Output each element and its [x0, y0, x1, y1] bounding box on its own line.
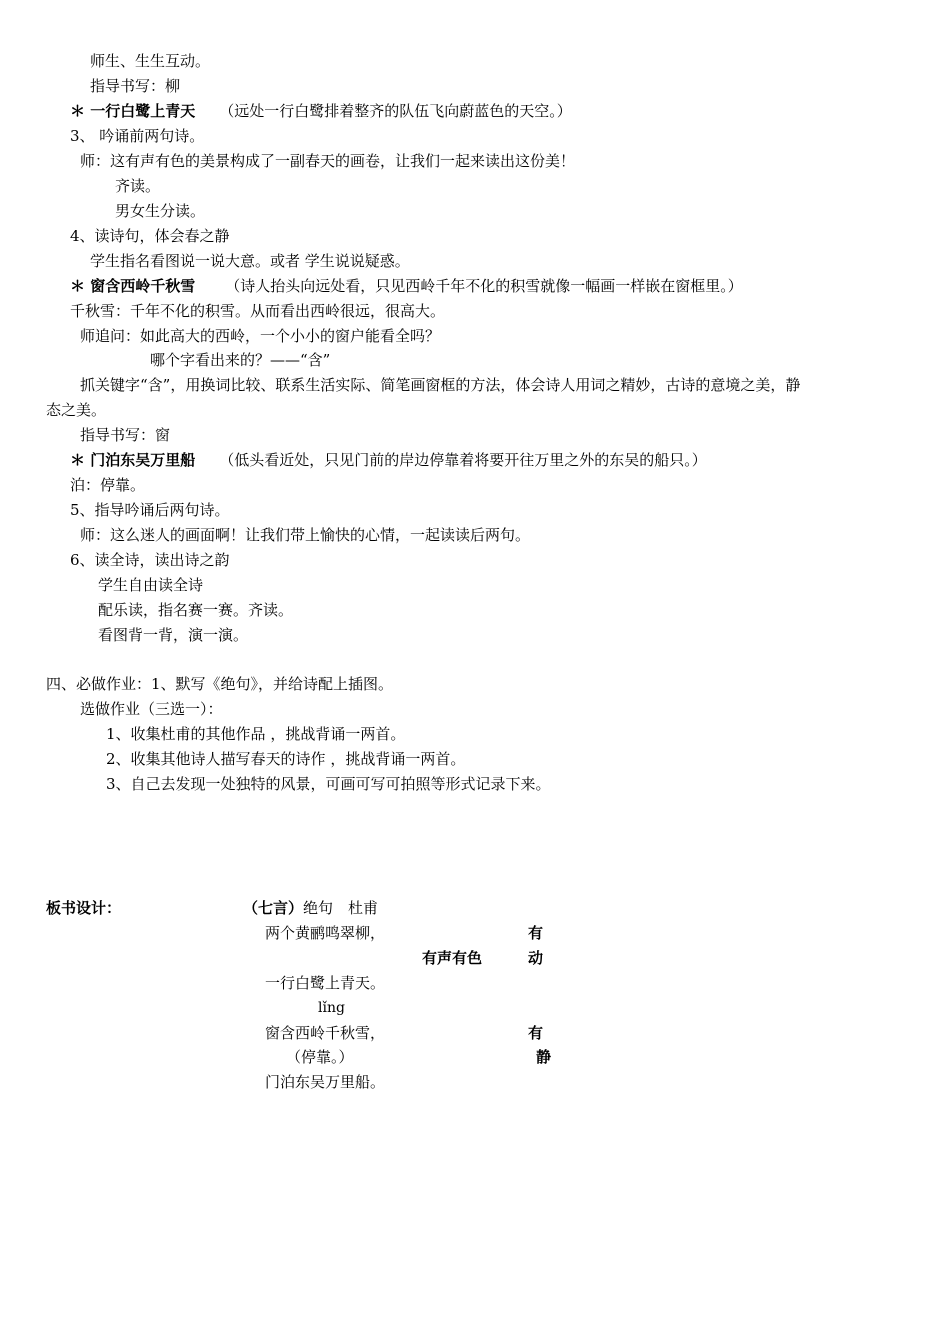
homework-item: 2、收集其他诗人描写春天的诗作 ，挑战背诵一两首。 [106, 750, 466, 768]
poem-line-bold: ＊ 一行白鹭上青天 [70, 102, 196, 120]
poem-line-note: （诗人抬头向远处看，只见西岭千年不化的积雪就像一幅画一样嵌在窗框里。） [225, 277, 743, 295]
homework-title: 四、必做作业：1、默写《绝句》，并给诗配上插图。 [46, 675, 394, 693]
board-poem-line: 一行白鹭上青天。 [265, 974, 386, 992]
board-keyword: 动 [528, 949, 544, 967]
board-keyword: 有 [528, 1024, 544, 1042]
text-line: 千秋雪：千年不化的积雪。从而看出西岭很远，很高大。 [70, 302, 446, 320]
homework-item: 1、收集杜甫的其他作品 ，挑战背诵一两首。 [106, 725, 406, 743]
poem-line-heading [70, 275, 743, 297]
text-line: 师生、生生互动。 [90, 52, 211, 70]
text-line: 哪个字看出来的？——“含” [150, 351, 331, 369]
text-line: 6、读全诗，读出诗之韵 [70, 551, 230, 569]
text-line: 看图背一背，演一演。 [98, 626, 249, 644]
board-heading [243, 897, 378, 919]
text-line: 学生自由读全诗 [98, 576, 204, 594]
text-line: 师：这么迷人的画面啊！让我们带上愉快的心情，一起读读后两句。 [80, 526, 531, 544]
text-line: 泊：停靠。 [70, 476, 146, 494]
text-line: 5、指导吟诵后两句诗。 [70, 501, 230, 519]
text-line: 4、读诗句，体会春之静 [70, 227, 230, 245]
board-pinyin: lǐng [318, 1000, 345, 1016]
board-keyword: 有 [528, 924, 544, 942]
board-qiyan: （七言） [243, 899, 304, 917]
text-line: 态之美。 [46, 401, 107, 419]
board-poem-line: 两个黄鹂鸣翠柳， [265, 924, 386, 942]
board-title: 绝句 杜甫 [303, 899, 379, 917]
poem-line-note: （低头看近处，只见门前的岸边停靠着将要开往万里之外的东吴的船只。） [219, 451, 707, 469]
text-line: 3、 吟诵前两句诗。 [70, 127, 205, 145]
text-line: 师：这有声有色的美景构成了一副春天的画卷，让我们一起来读出这份美！ [80, 152, 576, 170]
board-poem-line: 门泊东吴万里船。 [265, 1073, 386, 1091]
text-line: 指导书写：柳 [90, 77, 181, 95]
text-line: 师追问：如此高大的西岭，一个小小的窗户能看全吗？ [80, 327, 441, 345]
poem-line-heading [70, 100, 572, 122]
text-line: 配乐读，指名赛一赛。齐读。 [98, 601, 294, 619]
text-line: 齐读。 [115, 177, 161, 195]
poem-line-note: （远处一行白鹭排着整齐的队伍飞向蔚蓝色的天空。） [219, 102, 572, 120]
text-line: 指导书写：窗 [80, 426, 171, 444]
board-keyword: 静 [536, 1048, 552, 1066]
text-line: 学生指名看图说一说大意。或者 学生说说疑惑。 [90, 252, 410, 270]
homework-item: 3、自己去发现一处独特的风景，可画可写可拍照等形式记录下来。 [106, 775, 551, 793]
text-line: 抓关键字“含”，用换词比较、联系生活实际、简笔画窗框的方法，体会诗人用词之精妙，古诗的意境之美，静 [80, 376, 801, 394]
poem-line-heading [70, 449, 707, 471]
board-annotation: （停靠。） [286, 1048, 354, 1066]
homework-optional: 选做作业（三选一）： [80, 700, 223, 718]
poem-line-bold: ＊ 门泊东吴万里船 [70, 451, 196, 469]
poem-line-bold: ＊ 窗含西岭千秋雪 [70, 277, 196, 295]
text-line: 男女生分读。 [115, 202, 206, 220]
board-label: 板书设计： [46, 899, 122, 917]
board-poem-line: 窗含西岭千秋雪， [265, 1024, 386, 1042]
board-keyword: 有声有色 [422, 949, 483, 967]
